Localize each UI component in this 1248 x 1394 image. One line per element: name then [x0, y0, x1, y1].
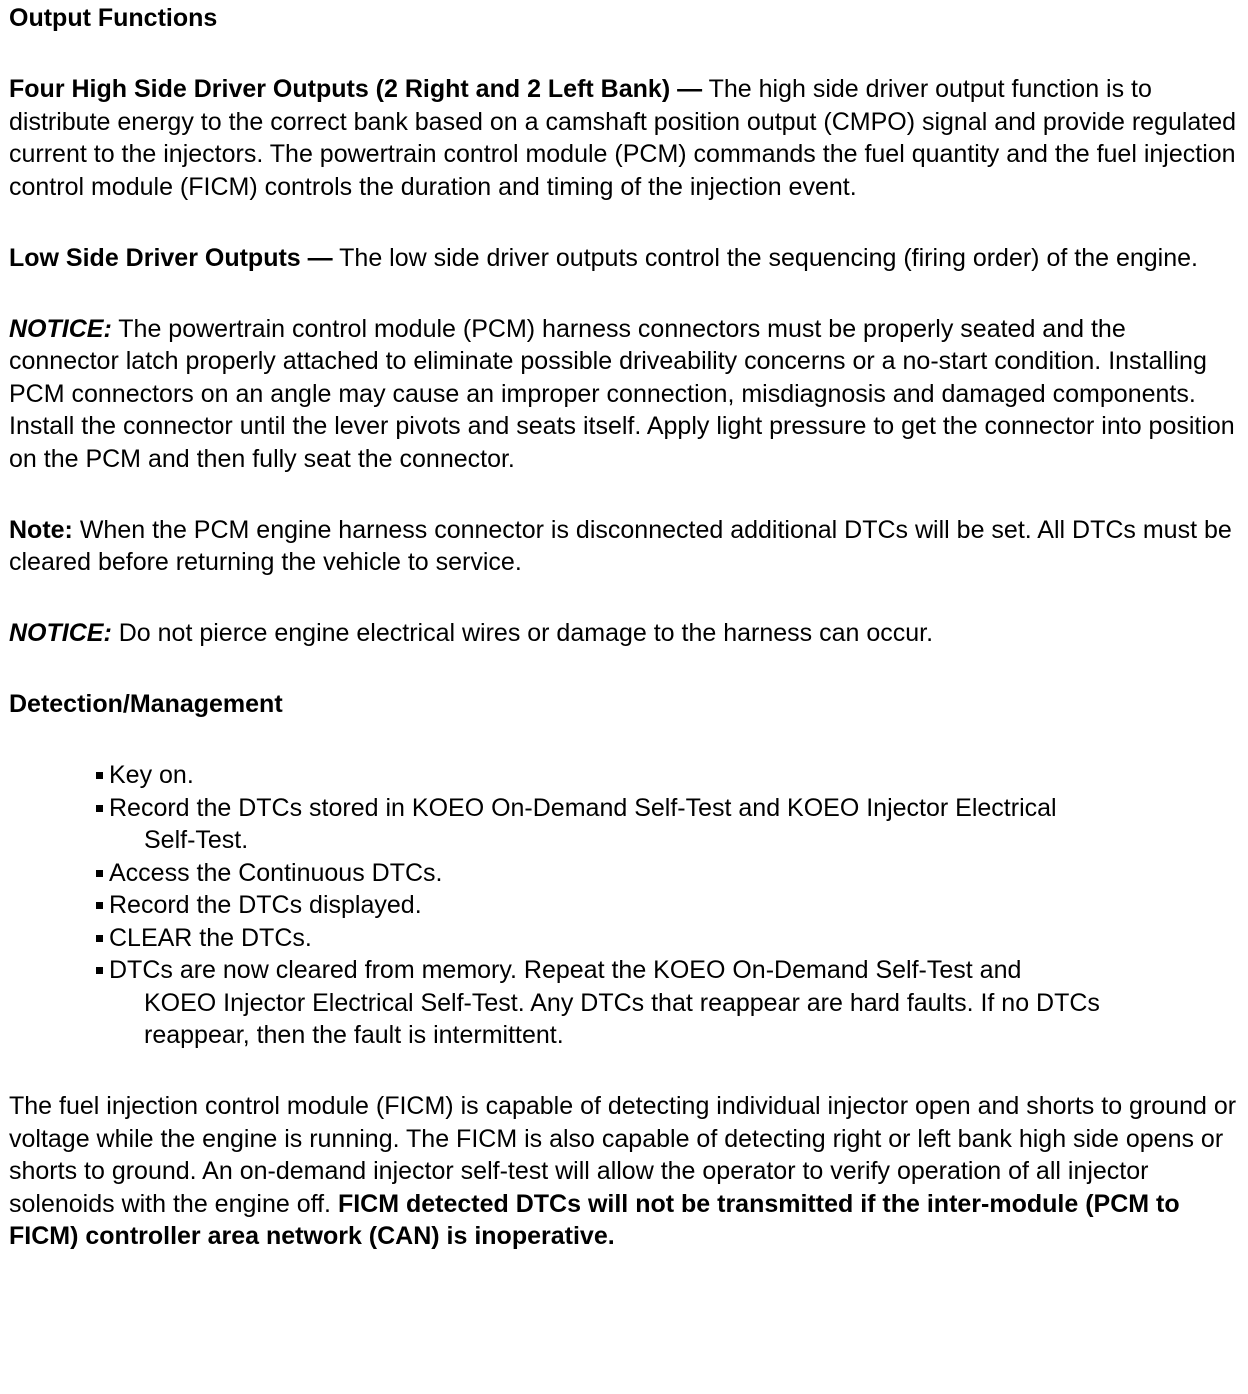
procedure-steps-list — [9, 759, 1241, 1052]
list-item: Record the DTCs stored in KOEO On-Demand Self-Test and KOEO Injector Electrical Self-Test. — [94, 792, 1241, 857]
paragraph-ficm-detection — [9, 1090, 1241, 1253]
paragraph-bold-text: FICM detected DTCs will not be transmitted if the inter-module (PCM to FICM) controller area network (CAN) is inoperative. — [9, 1189, 1180, 1250]
paragraph-low-side-driver — [9, 242, 1241, 275]
notice-label: NOTICE: — [9, 619, 112, 647]
note-text: When the PCM engine harness connector is disconnected additional DTCs will be set. All DTCs must be cleared before returning the vehicle to service. — [9, 515, 1232, 576]
list-item: Key on. — [94, 759, 1241, 792]
note-label: Note: — [9, 515, 73, 544]
note-dtcs-set — [9, 514, 1241, 579]
paragraph-text: The high side driver output function is to distribute energy to the correct bank based on a camshaft position output (CMPO) signal and provide regulated current to the injectors. The powertrain control module (PCM) commands the fuel quantity and the fuel injection control module (FICM) controls the duration and timing of the injection event. — [9, 75, 1237, 201]
section-heading-detection-management: Detection/Management — [9, 690, 283, 718]
list-item: Access the Continuous DTCs. — [94, 857, 1241, 890]
paragraph-text: The fuel injection control module (FICM) is capable of detecting individual injector open and shorts to ground or voltage while the engine is running. The FICM is also capable of detecting right or left bank high side opens or shorts to ground. An on-demand injector self-test will allow the operator to verify operation of all injector solenoids with the engine off. — [9, 1092, 1237, 1218]
notice-do-not-pierce — [9, 617, 1241, 650]
list-item: CLEAR the DTCs. — [94, 922, 1241, 955]
notice-text: The powertrain control module (PCM) harness connectors must be properly seated and the connector latch properly attached to eliminate possible driveability concerns or a no-start condition. Installing PCM connectors on an angle may cause an improper connection, misdiagnosis and damaged components. Install the connector until the lever pivots and seats itself. Apply light pressure to get the connector into position on the PCM and then fully seat the connector. — [9, 314, 1235, 473]
notice-pcm-connectors — [9, 313, 1241, 476]
paragraph-high-side-driver — [9, 73, 1241, 203]
list-item: Record the DTCs displayed. — [94, 889, 1241, 922]
term-label: Four High Side Driver Outputs (2 Right and 2 Left Bank) — — [9, 75, 703, 103]
paragraph-text: The low side driver outputs control the sequencing (firing order) of the engine. — [332, 243, 1198, 272]
section-heading-output-functions: Output Functions — [9, 4, 218, 32]
term-label: Low Side Driver Outputs — — [9, 243, 333, 272]
list-item: DTCs are now cleared from memory. Repeat the KOEO On-Demand Self-Test and KOEO Injector Electrical Self-Test. Any DTCs that reappear are hard faults. If no DTCs reappear, then the fault is intermittent. — [94, 954, 1241, 1052]
notice-text: Do not pierce engine electrical wires or damage to the harness can occur. — [111, 619, 934, 647]
notice-label: NOTICE: — [9, 314, 112, 343]
document-page — [9, 2, 1241, 1253]
